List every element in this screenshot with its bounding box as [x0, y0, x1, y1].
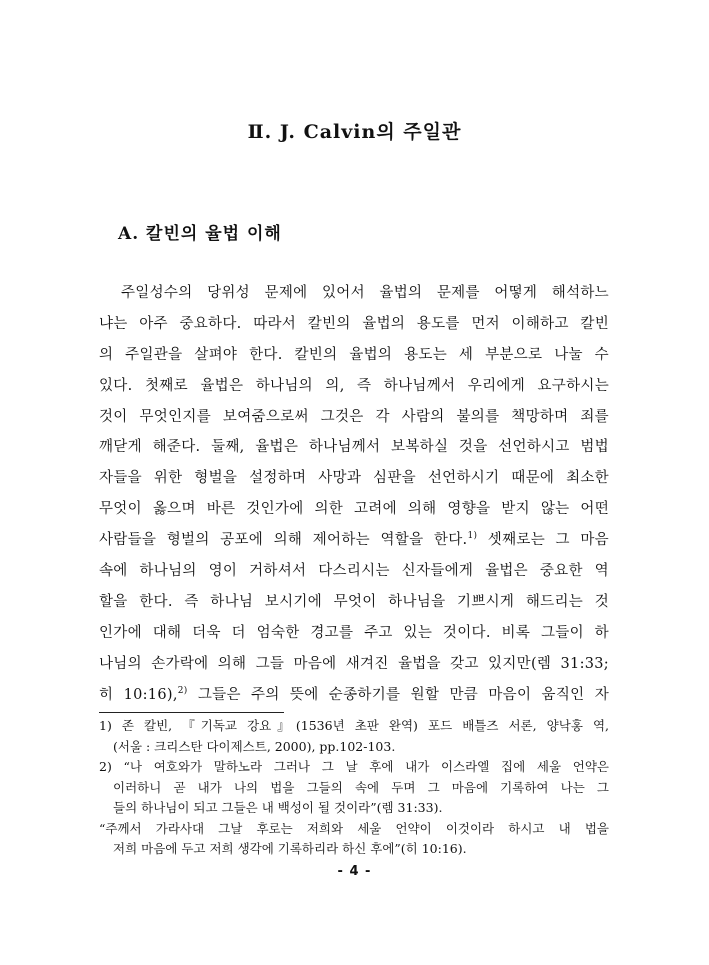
- body-text-segment: 사람들을 형벌의 공포에 의해 제어하는 역할을 한다.: [99, 532, 468, 549]
- body-line: 인가에 대해 더욱 더 엄숙한 경고를 주고 있는 것이다. 비록 그들이 하: [99, 624, 609, 641]
- body-text-segment: 그들은 주의 뜻에 순종하기를 원할 만큼 마음이 움직인 자: [187, 686, 609, 703]
- footnote-reference[interactable]: 1): [467, 531, 478, 542]
- body-line: 것이 무엇인지를 보여줌으로써 그것은 각 사람의 불의를 책망하며 죄를: [99, 408, 609, 425]
- footnote-line: 2) “나 여호와가 말하노라 그러나 그 날 후에 내가 이스라엘 집에 세울 언약은: [99, 759, 609, 774]
- footnote-divider: [99, 712, 284, 713]
- footnote-line: (서울 : 크리스탄 다이제스트, 2000), pp.102-103.: [113, 738, 396, 754]
- footnote-reference[interactable]: 2): [177, 685, 188, 696]
- body-line: 무엇이 옳으며 바른 것인가에 의한 고려에 의해 영향을 받지 않는 어떤: [99, 501, 609, 518]
- body-line: 있다. 첫째로 율법은 하나님의 의, 즉 하나님께서 우리에게 요구하시는: [99, 377, 609, 394]
- body-line: 나님의 손가락에 의해 그들 마음에 새겨진 율법을 갖고 있지만(렘 31:33;: [99, 655, 609, 672]
- footnote-line: 1) 존 칼빈, 『기독교 강요』(1536년 초판 완역) 포드 배틀즈 서론, 양낙홍 역,: [99, 718, 609, 733]
- body-line: 자들을 위한 형벌을 설정하며 사망과 심판을 선언하시기 때문에 최소한: [99, 470, 609, 487]
- body-line: 냐는 아주 중요하다. 따라서 칼빈의 율법의 용도를 먼저 이해하고 칼빈: [99, 315, 609, 332]
- section-heading: A. 칼빈의 율법 이해: [118, 224, 282, 244]
- body-text-segment: 셋째로는 그 마음: [477, 532, 609, 549]
- footnote-line: 들의 하나님이 되고 그들은 내 백성이 될 것이라”(렘 31:33).: [113, 800, 443, 815]
- body-paragraph: [99, 278, 609, 710]
- footnote-line: 저희 마음에 두고 저희 생각에 기록하리라 하신 후에”(히 10:16).: [113, 841, 467, 856]
- body-line: 깨닫게 해준다. 둘째, 율법은 하나님께서 보복하실 것을 선언하시고 범법: [99, 439, 609, 456]
- chapter-title: Ⅱ. J. Calvin의 주일관: [247, 121, 462, 143]
- body-line: [99, 525, 609, 556]
- footnotes: [99, 716, 609, 860]
- body-line: 할을 한다. 즉 하나님 보시기에 무엇이 하나님을 기쁘시게 해드리는 것: [99, 593, 609, 610]
- body-line: 속에 하나님의 영이 거하셔서 다스리시는 신자들에게 율법은 중요한 역: [99, 563, 609, 580]
- footnote-line: “주께서 가라사대 그날 후로는 저희와 세울 언약이 이것이라 하시고 내 법을: [99, 820, 609, 836]
- body-line: [99, 680, 609, 711]
- footnote-line: 이러하니 곧 내가 나의 법을 그들의 속에 두며 그 마음에 기록하여 나는 그: [113, 779, 609, 795]
- body-text-segment: 히 10:16),: [99, 686, 178, 703]
- page-number: - 4 -: [337, 864, 372, 879]
- body-line: 주일성수의 당위성 문제에 있어서 율법의 문제를 어떻게 해석하느: [121, 285, 609, 301]
- body-line: 의 주일관을 살펴야 한다. 칼빈의 율법의 용도는 세 부분으로 나눌 수: [99, 346, 609, 363]
